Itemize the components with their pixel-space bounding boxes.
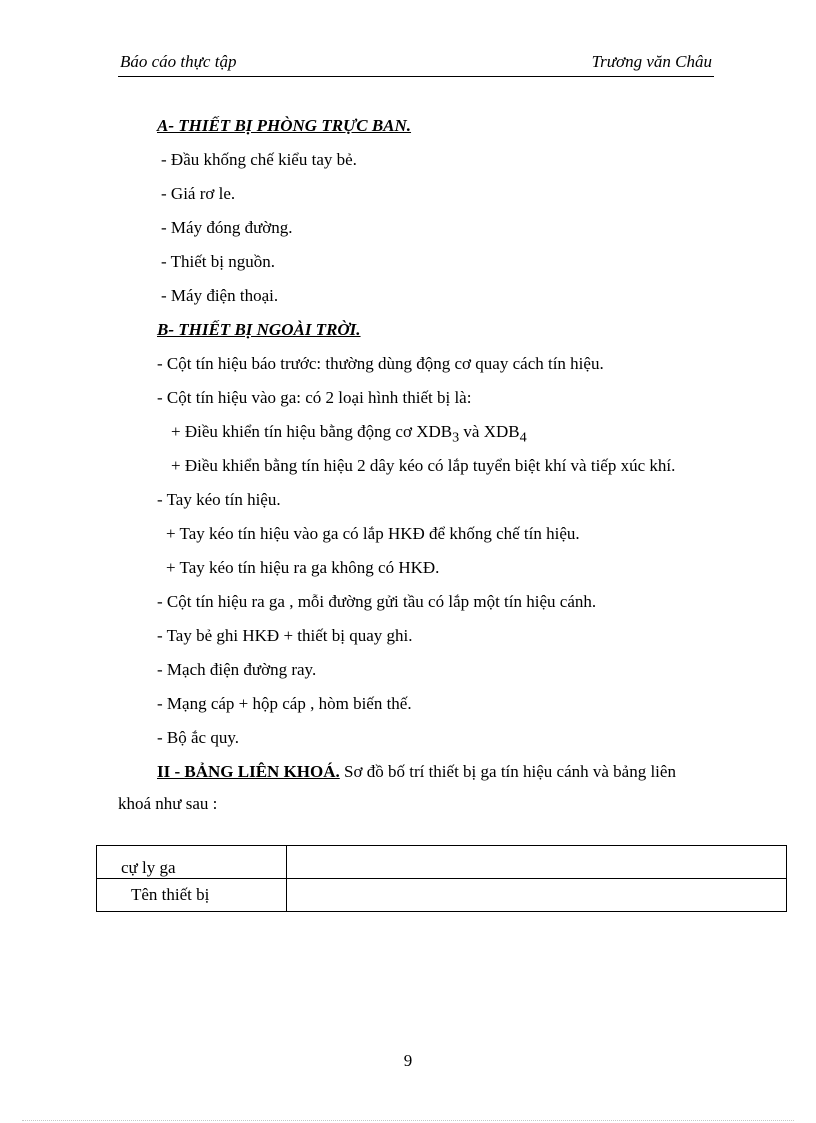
table-label-distance: cự ly ga <box>97 846 287 879</box>
list-item: - Mạng cáp + hộp cáp , hòm biến thế. <box>157 694 412 713</box>
section-b-title: B- THIẾT BỊ NGOÀI TRỜI. <box>157 320 361 339</box>
header-left: Báo cáo thực tập <box>120 52 237 71</box>
section-ii-continuation: khoá như sau : <box>118 794 218 813</box>
list-item: - Giá rơ le. <box>161 184 236 203</box>
page-bottom-divider <box>22 1120 794 1121</box>
list-item-xdb <box>171 422 527 446</box>
table-cell <box>287 846 787 879</box>
list-item: - Tay kéo tín hiệu. <box>157 490 281 509</box>
list-item: - Máy điện thoại. <box>161 286 279 305</box>
list-item: - Cột tín hiệu ra ga , mỗi đường gửi tầu có lắp một tín hiệu cánh. <box>157 592 597 611</box>
list-item: - Thiết bị nguồn. <box>161 252 275 271</box>
list-item: + Tay kéo tín hiệu ra ga không có HKĐ. <box>166 558 440 577</box>
section-ii-paragraph <box>157 762 676 782</box>
list-item: + Điều khiển bằng tín hiệu 2 dây kéo có lắp tuyển biệt khí và tiếp xúc khí. <box>171 456 676 475</box>
table-row <box>97 879 787 912</box>
list-item: - Cột tín hiệu vào ga: có 2 loại hình thiết bị là: <box>157 388 472 407</box>
list-item: + Tay kéo tín hiệu vào ga có lắp HKĐ để khống chế tín hiệu. <box>166 524 580 543</box>
list-item: - Bộ ắc quy. <box>157 728 239 747</box>
xdb-mid: và XDB <box>459 422 520 441</box>
header-right: Trương văn Châu <box>591 52 712 71</box>
table-label-device: Tên thiết bị <box>97 879 287 912</box>
list-item: - Cột tín hiệu báo trước: thường dùng động cơ quay cách tín hiệu. <box>157 354 604 373</box>
xdb-sub-4: 4 <box>519 429 527 446</box>
page-number: 9 <box>403 1051 413 1070</box>
interlocking-table <box>96 845 787 912</box>
xdb-sub-3: 3 <box>452 429 460 446</box>
section-ii-text: Sơ đồ bố trí thiết bị ga tín hiệu cánh và bảng liên <box>339 762 676 781</box>
list-item: - Tay bẻ ghi HKĐ + thiết bị quay ghi. <box>157 626 413 645</box>
xdb-text: + Điều khiển tín hiệu bằng động cơ XDB <box>171 422 453 441</box>
list-item: - Đầu khống chế kiểu tay bẻ. <box>161 150 357 169</box>
table-row <box>97 846 787 879</box>
list-item: - Mạch điện đường ray. <box>157 660 317 679</box>
page-header <box>118 52 714 77</box>
section-ii-title: II - BẢNG LIÊN KHOÁ. <box>157 762 340 781</box>
section-a-title: A- THIẾT BỊ PHÒNG TRỰC BAN. <box>157 116 412 135</box>
list-item: - Máy đóng đường. <box>161 218 293 237</box>
table-cell <box>287 879 787 912</box>
